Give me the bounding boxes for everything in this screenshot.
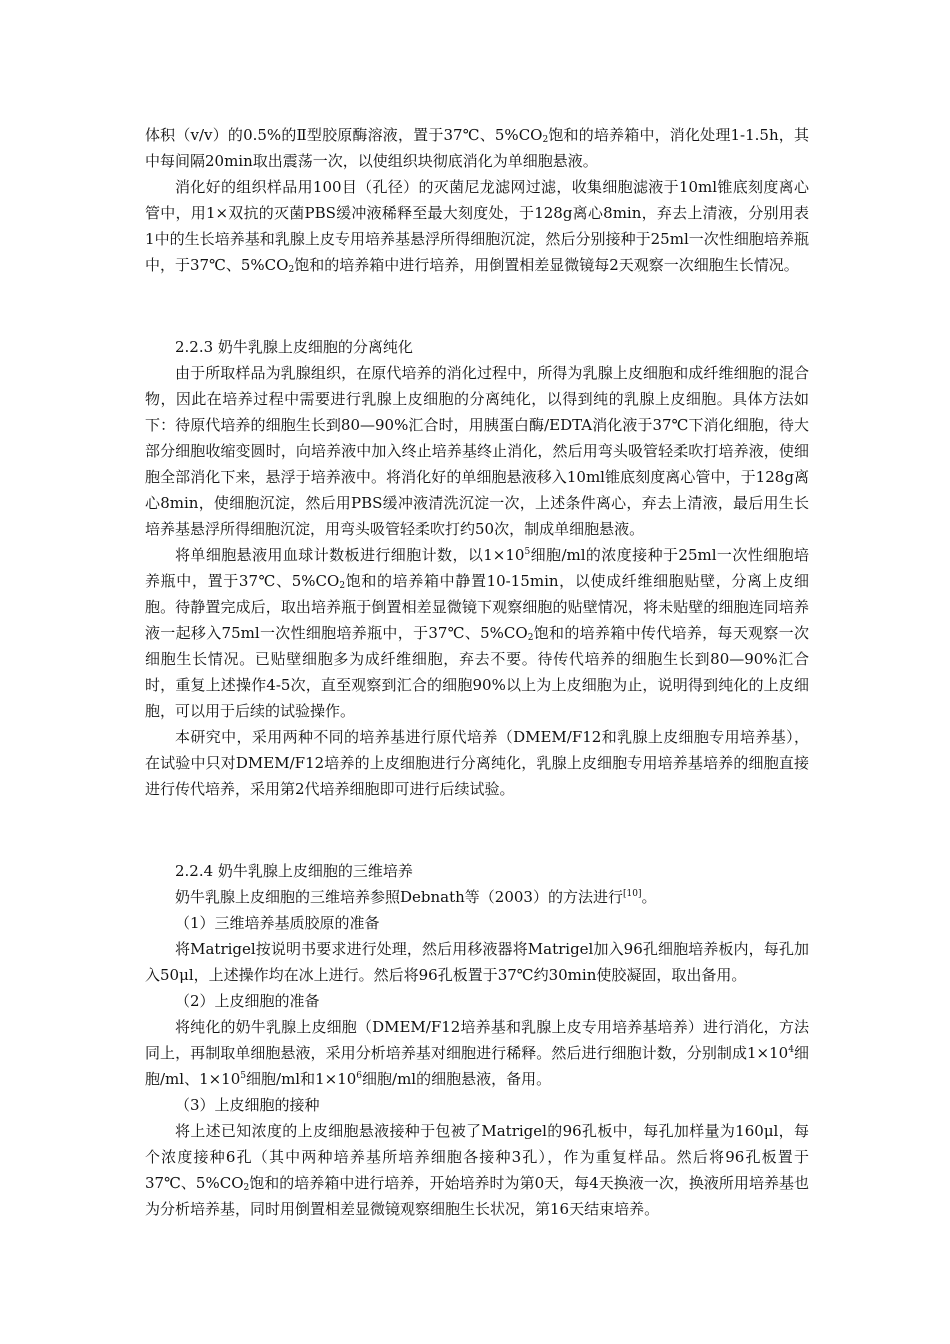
- body-paragraph: 体积（v/v）的0.5%的Ⅱ型胶原酶溶液，置于37℃、$5\%CO_2$饱和的培养箱中，消化处理1-1.5h，其中每间隔20min取出震荡一次，以使组织块彻底消化为单细胞悬液。: [145, 126, 809, 170]
- blank-line: [145, 293, 809, 319]
- body-paragraph: 将单细胞悬液用血球计数板进行细胞计数，以$1\times 10^5$细胞/ml的浓度接种于25ml一次性细胞培养瓶中，置于37℃、$5\%CO_2$饱和的培养箱中静置10-15min，以使成纤维细胞贴壁，分离上皮细胞。待静置完成后，取出培养瓶于倒置相差显微镜下观察细胞的贴壁情况，将未贴壁的细胞连同培养液一起移入75ml一次性细胞培养瓶中，于37℃、$5\%CO_2$饱和的培养箱中传代培养，每天观察一次细胞生长情况。已贴壁细胞多为成纤维细胞，弃去不要。待传代培养的细胞生长到80—90%汇合时，重复上述操作4-5次，直至观察到汇合的细胞90%以上为上皮细胞为止，说明得到纯化的上皮细胞，可以用于后续的试验操作。: [145, 546, 809, 720]
- blank-line: [145, 817, 809, 843]
- body-paragraph: 将上述已知浓度的上皮细胞悬液接种于包被了Matrigel的96孔板中，每孔加样量为160μl，每个浓度接种6孔（其中两种培养基所培养细胞各接种3孔），作为重复样品。然后将96孔板置于37℃、$5\%CO_2$饱和的培养箱中进行培养，开始培养时为第0天，每4天换液一次，换液所用培养基也为分析培养基，同时用倒置相差显微镜观察细胞生长状况，第16天结束培养。: [145, 1122, 809, 1218]
- body-paragraph: 本研究中，采用两种不同的培养基进行原代培养（DMEM/F12和乳腺上皮细胞专用培养基），在试验中只对DMEM/F12培养的上皮细胞进行分离纯化，乳腺上皮细胞专用培养基培养的细胞直接进行传代培养，采用第2代培养细胞即可进行后续试验。: [145, 728, 809, 798]
- body-paragraph: 消化好的组织样品用100目（孔径）的灭菌尼龙滤网过滤，收集细胞滤液于10ml锥底刻度离心管中，用1×双抗的灭菌PBS缓冲液稀释至最大刻度处，于128g离心8min，弃去上清液，分别用表1中的生长培养基和乳腺上皮专用培养基悬浮所得细胞沉淀，然后分别接种于25ml一次性细胞培养瓶中，于37℃、$5\%CO_2$饱和的培养箱中进行培养，用倒置相差显微镜每2天观察一次细胞生长情况。: [145, 178, 809, 275]
- section-heading: （3）上皮细胞的接种: [175, 1096, 320, 1114]
- document-body: [145, 122, 809, 1222]
- section-heading: 2.2.3 奶牛乳腺上皮细胞的分离纯化: [175, 338, 413, 356]
- body-paragraph: 将纯化的奶牛乳腺上皮细胞（DMEM/F12培养基和乳腺上皮专用培养基培养）进行消化，方法同上，再制取单细胞悬液，采用分析培养基对细胞进行稀释。然后进行细胞计数，分别制成$1\times 10^4$细胞/ml、$1\times 10^5$细胞/ml和$1\times 10^6$细胞/ml的细胞悬液，备用。: [145, 1018, 809, 1088]
- section-heading: （1）三维培养基质胶原的准备: [175, 914, 380, 932]
- body-paragraph: 奶牛乳腺上皮细胞的三维培养参照Debnath等（2003）的方法进行[10]。: [175, 888, 657, 906]
- body-paragraph: 将Matrigel按说明书要求进行处理，然后用移液器将Matrigel加入96孔细胞培养板内，每孔加入50μl，上述操作均在冰上进行。然后将96孔板置于37℃约30min使胶凝固，取出备用。: [145, 940, 809, 984]
- section-heading: 2.2.4 奶牛乳腺上皮细胞的三维培养: [175, 862, 413, 880]
- body-paragraph: 由于所取样品为乳腺组织，在原代培养的消化过程中，所得为乳腺上皮细胞和成纤维细胞的混合物，因此在培养过程中需要进行乳腺上皮细胞的分离纯化，以得到纯的乳腺上皮细胞。具体方法如下：待原代培养的细胞生长到80—90%汇合时，用胰蛋白酶/EDTA消化液于37℃下消化细胞，待大部分细胞收缩变圆时，向培养液中加入终止培养基终止消化，然后用弯头吸管轻柔吹打培养液，使细胞全部消化下来，悬浮于培养液中。将消化好的单细胞悬液移入10ml锥底刻度离心管中，于128g离心8min，使细胞沉淀，然后用PBS缓冲液清洗沉淀一次，上述条件离心，弃去上清液，最后用生长培养基悬浮所得细胞沉淀，用弯头吸管轻柔吹打约50次，制成单细胞悬液。: [145, 364, 809, 538]
- section-heading: （2）上皮细胞的准备: [175, 992, 320, 1010]
